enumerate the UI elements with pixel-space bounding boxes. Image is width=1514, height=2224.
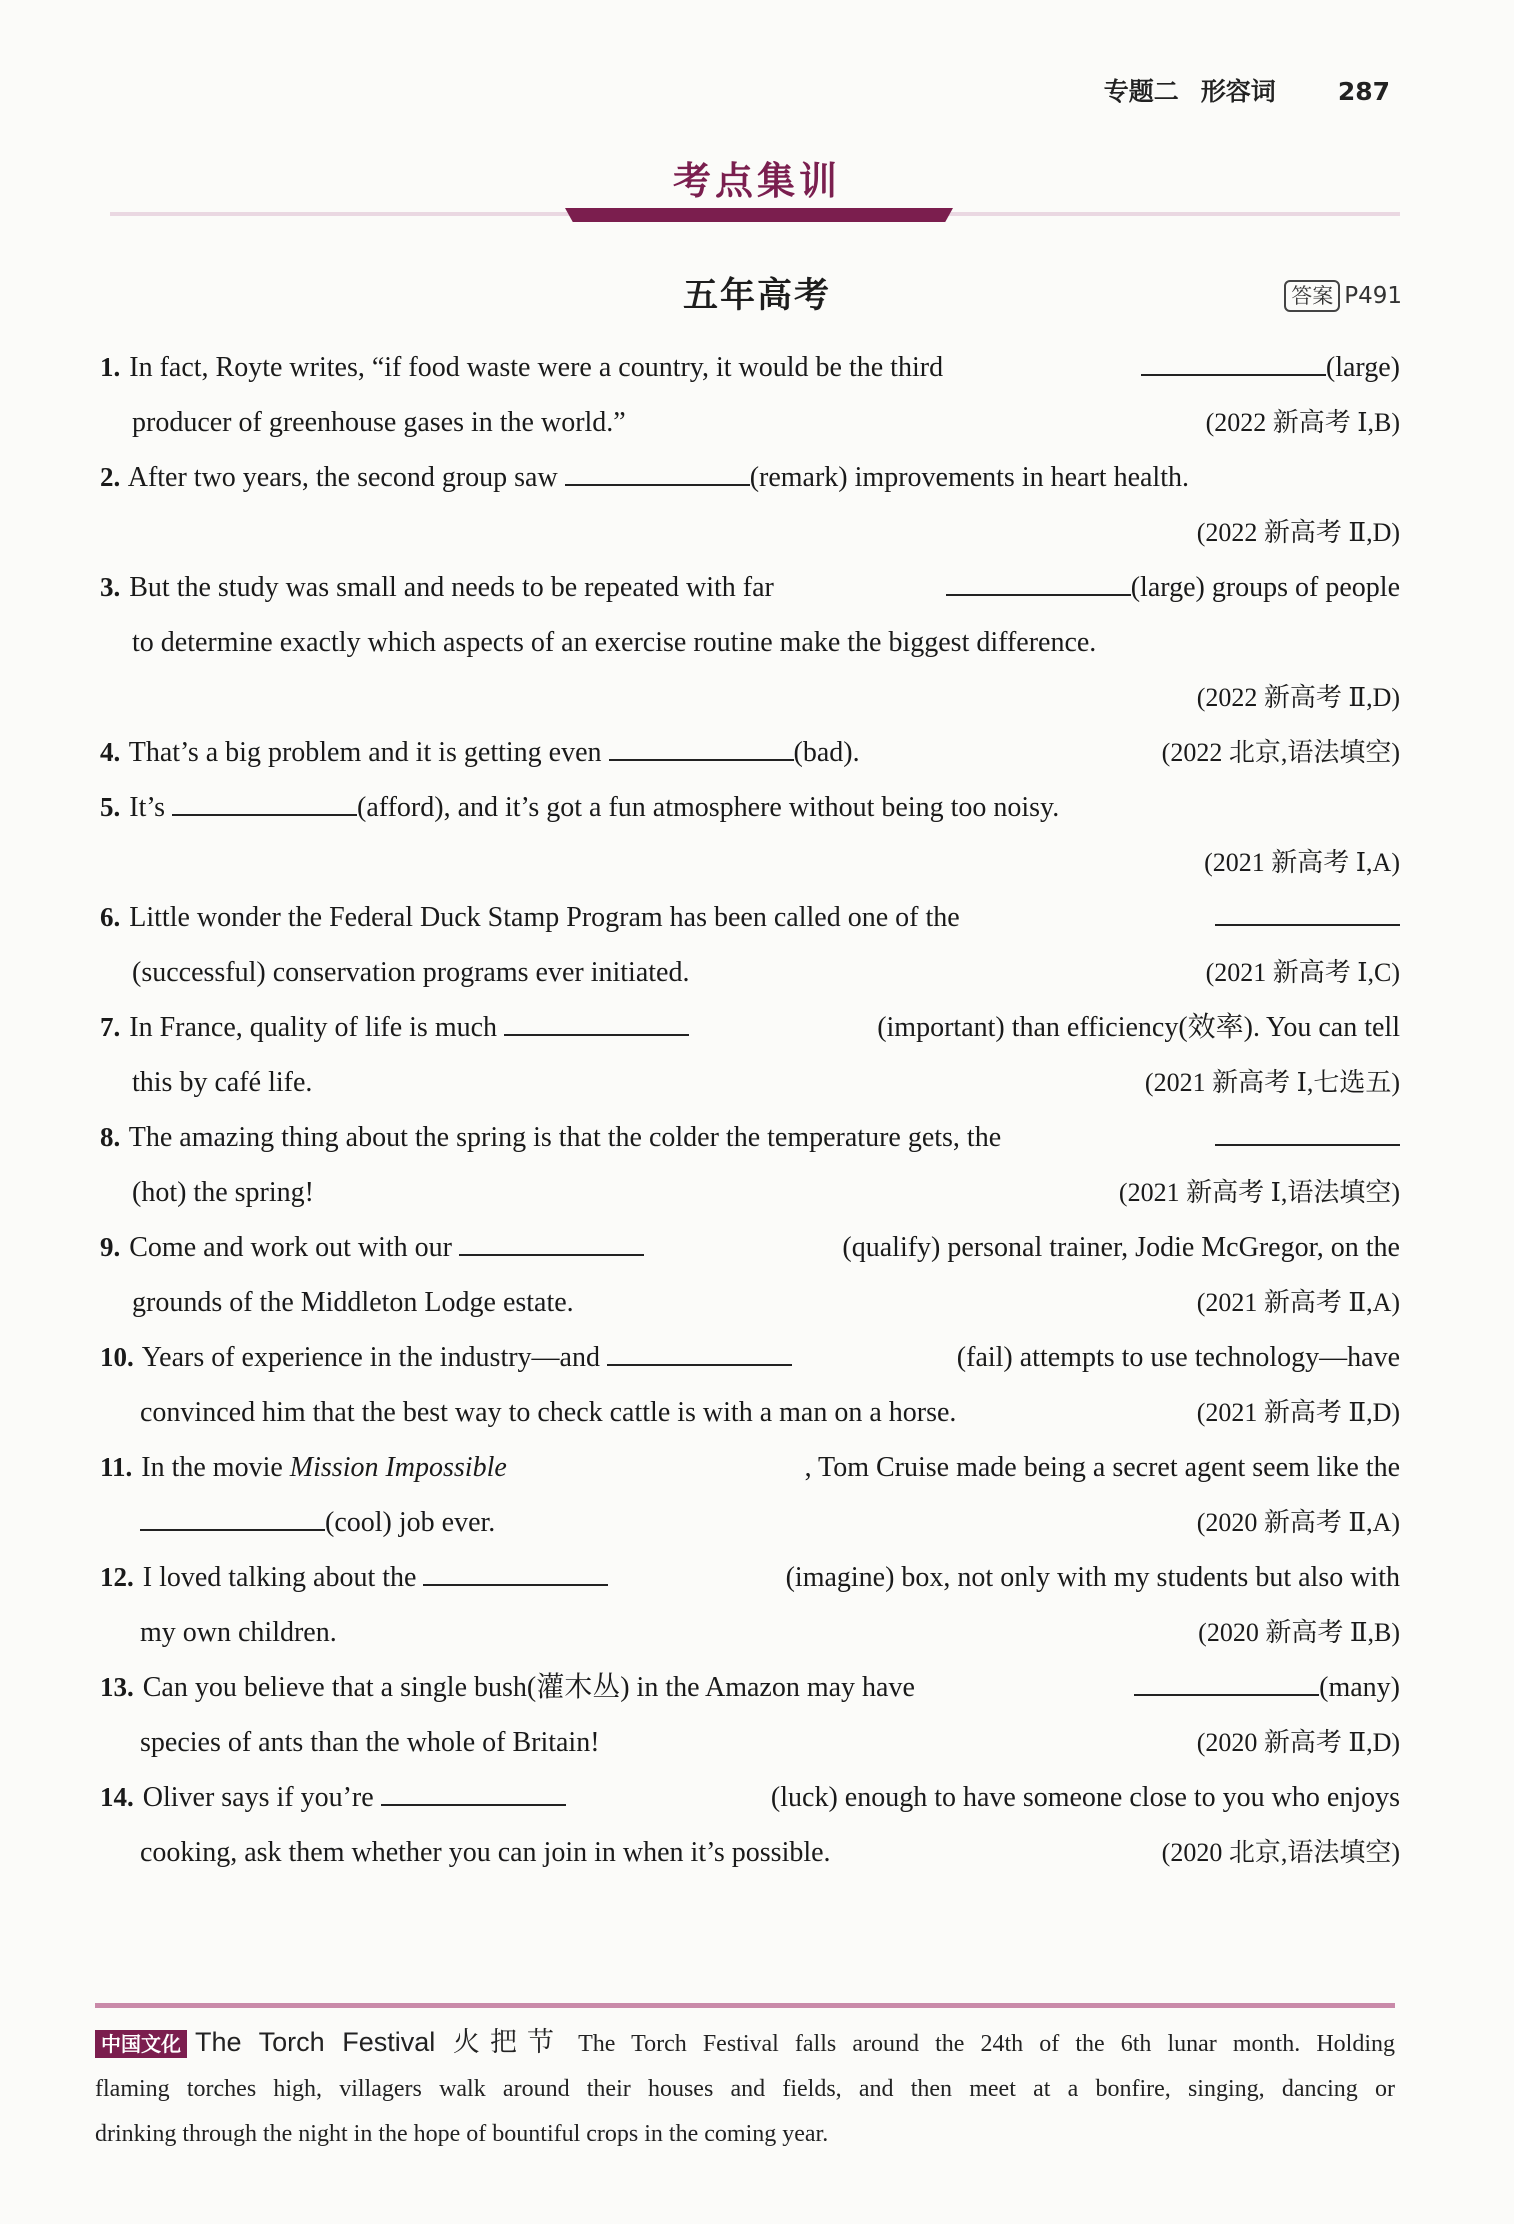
question-hint: (large) groups of people [1130,572,1400,603]
answer-blank[interactable] [1141,348,1326,376]
question-text: The amazing thing about the spring is that the colder the temperature gets, the [128,1122,1002,1153]
question-text: (successful) conservation programs ever initiated. [132,957,690,988]
question-number: 11. [100,1452,133,1482]
banner-title: 考点集训 [672,159,841,203]
question-hint: (qualify) personal trainer, Jodie McGregor, on the [842,1232,1400,1263]
answer-blank[interactable] [381,1778,566,1806]
question-source: (2020 北京,语法填空) [1161,1838,1400,1867]
question-text: After two years, the second group saw [127,462,558,493]
page-number: 287 [1337,77,1390,106]
answer-page: P491 [1344,283,1402,309]
question-1 [100,340,1400,450]
question-12 [100,1550,1400,1660]
answer-blank[interactable] [607,1338,792,1366]
question-source: (2021 新高考 Ⅰ,语法填空) [1118,1178,1400,1207]
answer-blank[interactable] [565,458,750,486]
answer-blank[interactable] [1134,1668,1319,1696]
question-number: 9. [100,1232,121,1262]
question-13 [100,1660,1400,1770]
question-number: 4. [100,737,121,767]
answer-blank[interactable] [504,1008,689,1036]
culture-text: flaming torches high, villagers walk around their houses and fields, and then meet at a bonfire, singing, dancing or [95,2076,1395,2102]
question-number: 2. [100,462,121,492]
answer-blank[interactable] [946,568,1131,596]
question-text: It’s [129,792,166,823]
answer-blank[interactable] [1215,898,1400,926]
question-10 [100,1330,1400,1440]
question-text: this by café life. [132,1067,313,1098]
question-text: my own children. [140,1617,337,1648]
question-source: (2022 北京,语法填空) [1161,738,1400,767]
question-5 [100,780,1400,890]
question-text: Come and work out with our [129,1232,452,1263]
question-number: 14. [100,1782,134,1812]
answer-blank[interactable] [140,1503,325,1531]
banner-bar [565,208,953,222]
answer-blank[interactable] [609,733,794,761]
question-text: That’s a big problem and it is getting even [128,737,602,768]
question-text: I loved talking about the [142,1562,417,1593]
question-source: (2020 新高考 Ⅱ,B) [1198,1618,1400,1647]
question-8 [100,1110,1400,1220]
culture-text: The Torch Festival falls around the 24th of the 6th lunar month. Holding [578,2031,1395,2057]
question-source: (2021 新高考 Ⅱ,A) [1196,1288,1400,1317]
question-number: 10. [100,1342,134,1372]
question-source: (2021 新高考 Ⅰ,七选五) [1144,1068,1400,1097]
question-14 [100,1770,1400,1880]
question-6 [100,890,1400,1000]
question-source: (2022 新高考 Ⅰ,B) [1205,408,1400,437]
question-text: Can you believe that a single bush(灌木丛) in the Amazon may have [142,1672,915,1703]
question-source: (2020 新高考 Ⅱ,A) [1196,1508,1400,1537]
question-number: 8. [100,1122,121,1152]
question-text: In the movie [141,1452,283,1483]
question-text: producer of greenhouse gases in the world.” [132,407,626,438]
question-text: grounds of the Middleton Lodge estate. [132,1287,574,1318]
topic-label: 形容词 [1200,77,1276,106]
question-hint: (imagine) box, not only with my students but also with [785,1562,1400,1593]
question-text: Oliver says if you’re [142,1782,374,1813]
question-text: But the study was small and needs to be repeated with far [129,572,774,603]
answer-label: 答案 [1284,280,1340,312]
question-hint: (bad). [793,737,860,768]
answer-blank[interactable] [1215,1118,1400,1146]
question-source: (2021 新高考 Ⅱ,D) [1196,1398,1400,1427]
question-source: (2020 新高考 Ⅱ,D) [1196,1728,1400,1757]
question-text: convinced him that the best way to check cattle is with a man on a horse. [140,1397,957,1428]
question-text: , Tom Cruise made being a secret agent seem like the [804,1452,1400,1483]
question-text: Years of experience in the industry—and [141,1342,600,1373]
question-number: 7. [100,1012,121,1042]
question-hint: (large) [1325,352,1400,383]
question-text: (hot) the spring! [132,1177,314,1208]
answer-reference [1284,280,1402,312]
question-9 [100,1220,1400,1330]
question-list [100,340,1400,1880]
movie-title: Mission Impossible [289,1452,507,1483]
question-text: to determine exactly which aspects of an exercise routine make the biggest difference. [132,627,1097,658]
question-source: (2021 新高考 Ⅰ,A) [1204,848,1400,877]
question-number: 1. [100,352,121,382]
question-hint: (fail) attempts to use technology—have [956,1342,1400,1373]
answer-blank[interactable] [459,1228,644,1256]
question-hint: (cool) job ever. [325,1507,496,1538]
culture-note [95,2003,1395,2157]
question-number: 13. [100,1672,134,1702]
answer-blank[interactable] [423,1558,608,1586]
question-hint: (afford), and it’s got a fun atmosphere without being too noisy. [357,792,1060,823]
section-title: 五年高考 [682,276,831,316]
question-4 [100,725,1400,780]
question-3 [100,560,1400,725]
question-number: 5. [100,792,121,822]
banner [0,150,1514,205]
question-source: (2022 新高考 Ⅱ,D) [1196,683,1400,712]
question-hint: (many) [1319,1672,1400,1703]
page-header [1104,72,1390,108]
question-number: 6. [100,902,121,932]
question-text: Little wonder the Federal Duck Stamp Program has been called one of the [129,902,960,933]
question-text: cooking, ask them whether you can join in when it’s possible. [140,1837,831,1868]
question-text: In France, quality of life is much [129,1012,498,1043]
question-text: species of ants than the whole of Britain! [140,1727,600,1758]
question-11 [100,1440,1400,1550]
answer-blank[interactable] [172,788,357,816]
chapter-label: 专题二 [1103,77,1179,106]
question-text: In fact, Royte writes, “if food waste were a country, it would be the third [129,352,944,383]
culture-text: drinking through the night in the hope of bountiful crops in the coming year. [95,2121,829,2147]
question-hint: (important) than efficiency(效率). You can tell [877,1012,1400,1043]
question-7 [100,1000,1400,1110]
question-source: (2021 新高考 Ⅰ,C) [1205,958,1400,987]
festival-name: The Torch Festival 火把节 [195,2027,565,2057]
question-number: 12. [100,1562,134,1592]
question-2 [100,450,1400,560]
culture-tag: 中国文化 [95,2030,187,2058]
question-source: (2022 新高考 Ⅱ,D) [1196,518,1400,547]
question-number: 3. [100,572,121,602]
question-hint: (remark) improvements in heart health. [749,462,1189,493]
question-hint: (luck) enough to have someone close to you who enjoys [770,1782,1400,1813]
